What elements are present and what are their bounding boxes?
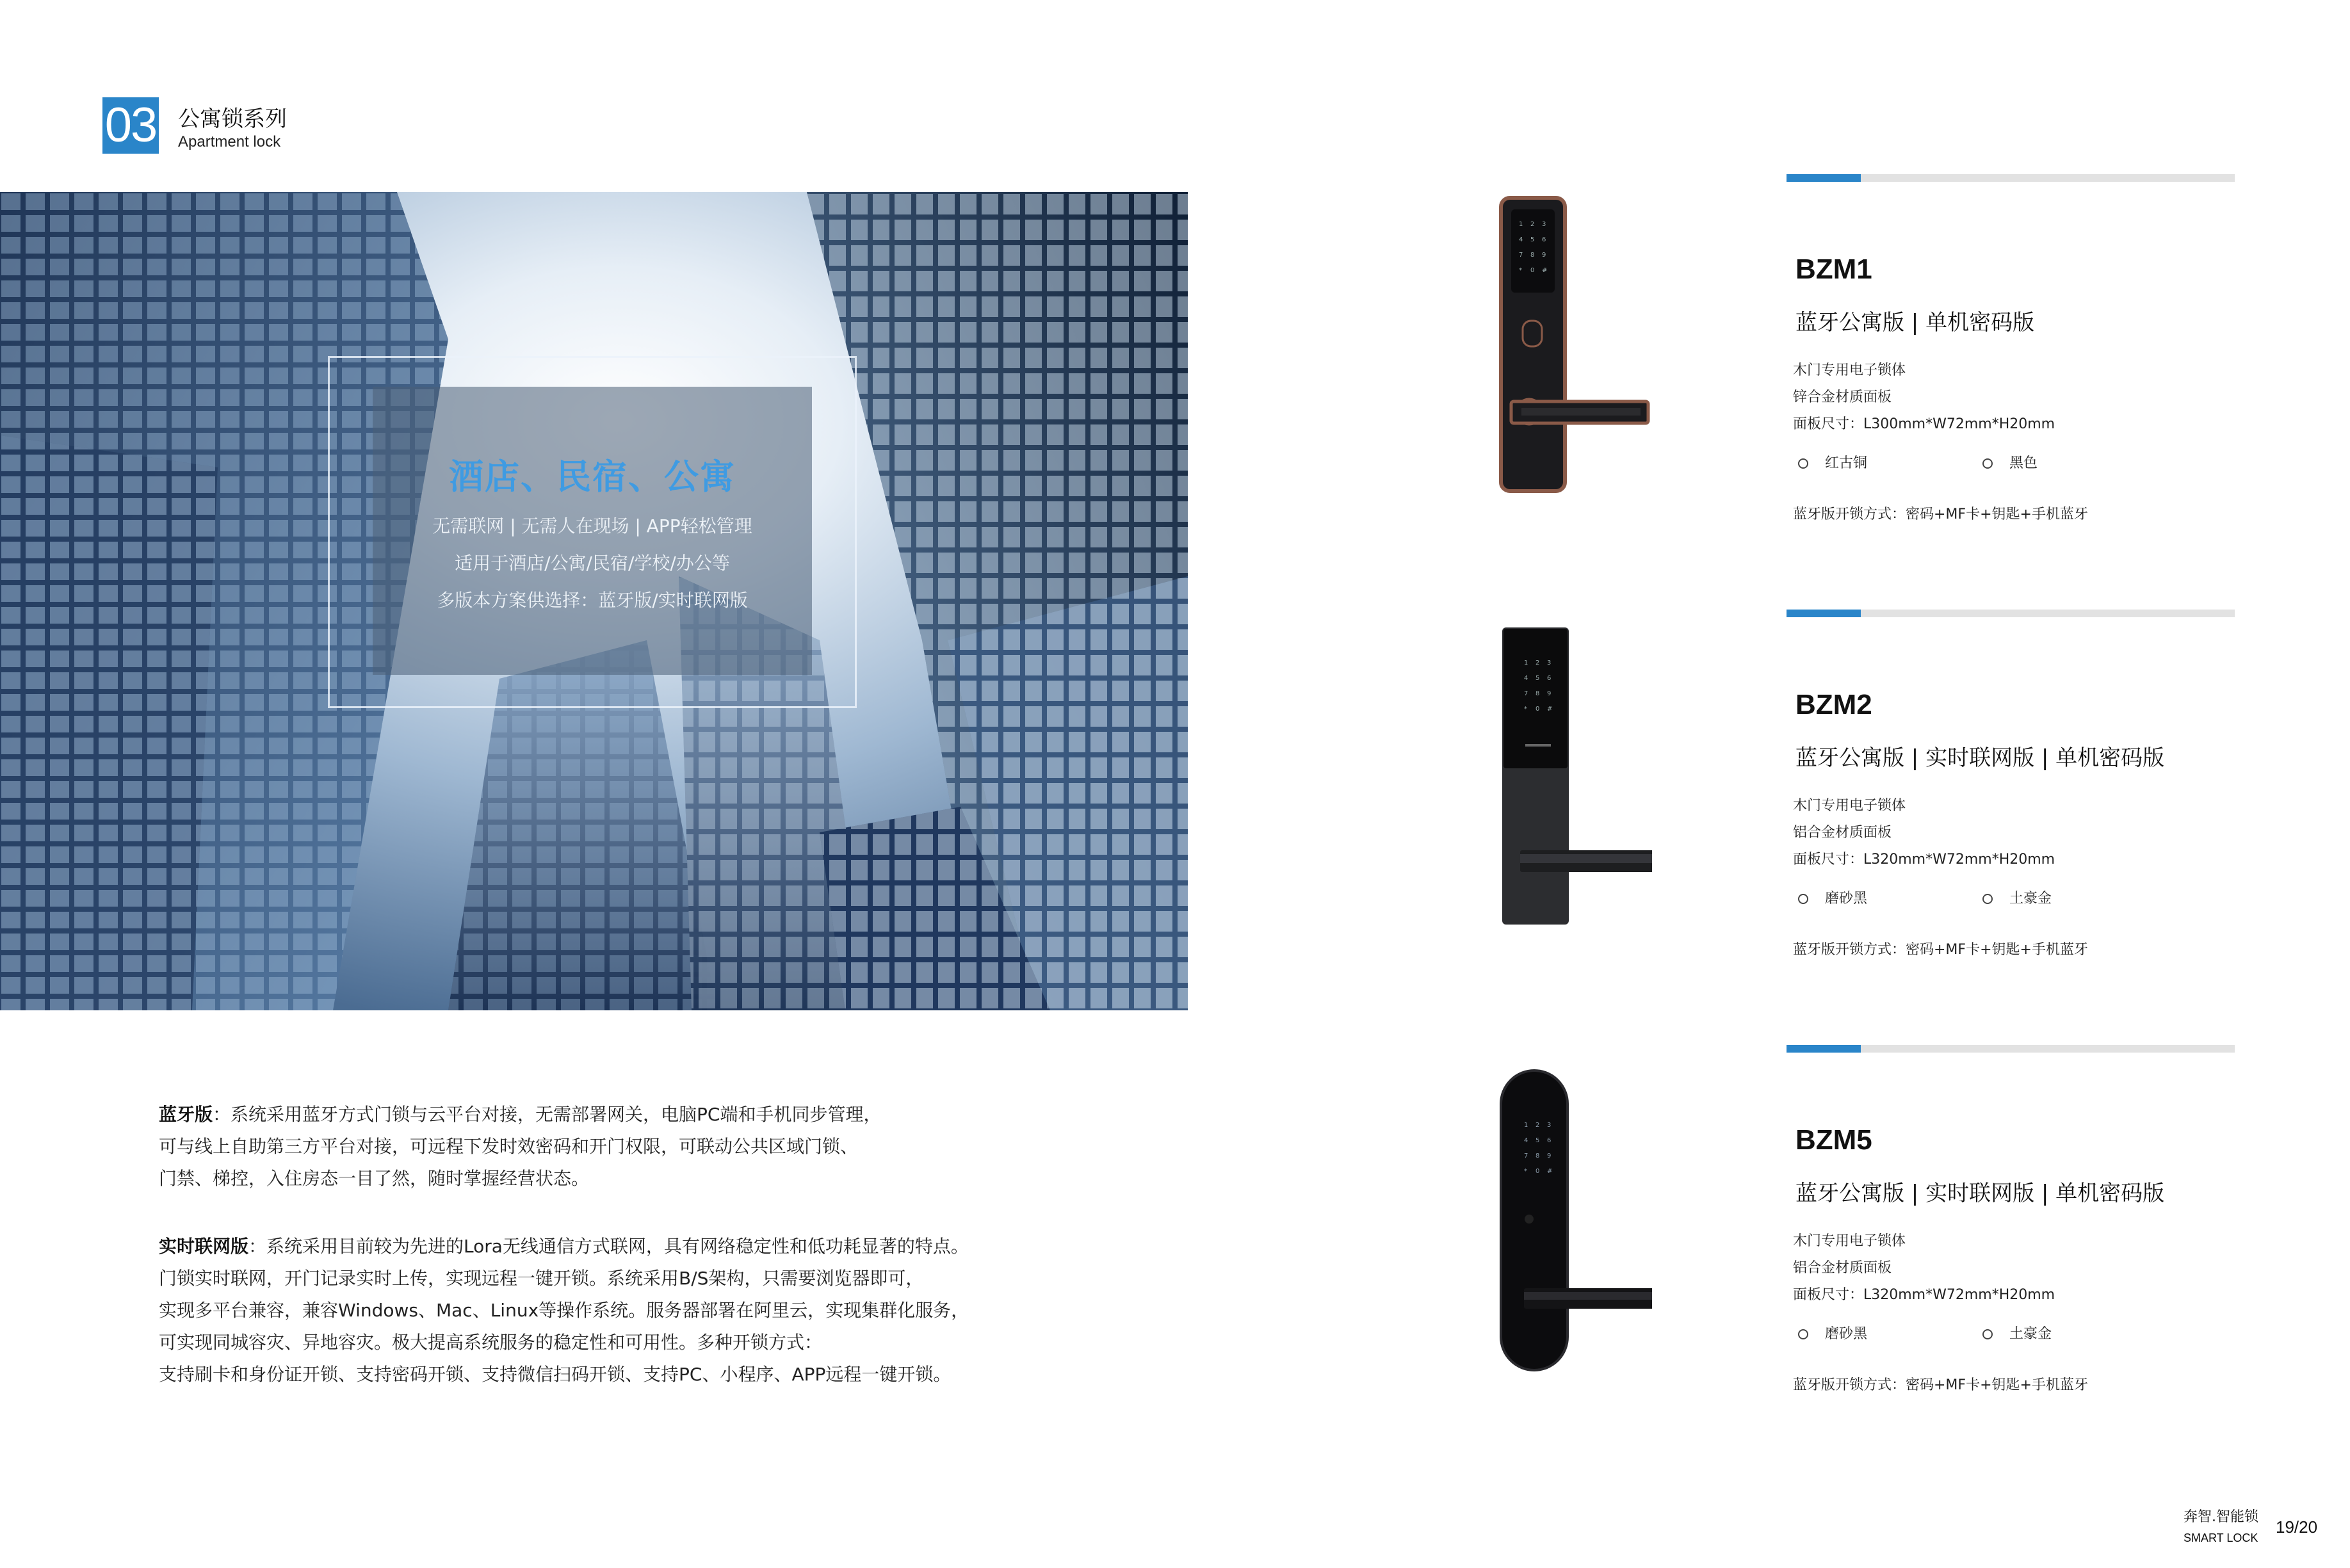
color-option-1 bbox=[1798, 887, 1867, 907]
svg-text:6: 6 bbox=[1547, 1137, 1552, 1144]
color-option-2 bbox=[1982, 887, 2052, 907]
spec-line: 铝合金材质面板 bbox=[1793, 825, 1892, 841]
svg-text:0: 0 bbox=[1536, 706, 1540, 713]
bluetooth-line-2: 可与线上自助第三方平台对接，可远程下发时效密码和开门权限，可联动公共区域门锁、 bbox=[159, 1136, 859, 1157]
svg-text:0: 0 bbox=[1530, 267, 1535, 274]
color-label: 土豪金 bbox=[2009, 1326, 2052, 1342]
svg-text:9: 9 bbox=[1547, 1152, 1552, 1160]
spec-line: 面板尺寸：L300mm*W72mm*H20mm bbox=[1793, 416, 2055, 432]
radio-circle-icon bbox=[1982, 458, 1993, 469]
bluetooth-line-1 bbox=[159, 1099, 991, 1131]
version-bzm5: 蓝牙公寓版 | 实时联网版 | 单机密码版 bbox=[1795, 1181, 2165, 1206]
spec-line: 木门专用电子锁体 bbox=[1793, 798, 1906, 814]
model-bzm1: BZM1 bbox=[1795, 254, 1872, 285]
svg-text:3: 3 bbox=[1547, 1122, 1552, 1129]
brand-tagline: SMART LOCK bbox=[2184, 1532, 2258, 1544]
unlock-methods-bzm5: 蓝牙版开锁方式：密码+MF卡+钥匙+手机蓝牙 bbox=[1793, 1377, 2088, 1393]
svg-text:5: 5 bbox=[1530, 236, 1535, 243]
model-bzm5: BZM5 bbox=[1795, 1124, 1872, 1156]
progress-bar-bzm5 bbox=[1787, 1045, 2235, 1053]
unlock-methods-bzm1: 蓝牙版开锁方式：密码+MF卡+钥匙+手机蓝牙 bbox=[1793, 506, 2088, 522]
svg-text:7: 7 bbox=[1519, 252, 1523, 259]
color-label: 土豪金 bbox=[2009, 891, 2052, 907]
model-bzm2: BZM2 bbox=[1795, 689, 1872, 720]
lock-image-bzm2 bbox=[1498, 626, 1652, 930]
radio-circle-icon bbox=[1798, 894, 1808, 904]
realtime-description bbox=[159, 1231, 991, 1391]
radio-circle-icon bbox=[1798, 1329, 1808, 1339]
radio-circle-icon bbox=[1982, 1329, 1993, 1339]
version-bzm1: 蓝牙公寓版 | 单机密码版 bbox=[1795, 310, 2035, 335]
svg-text:#: # bbox=[1547, 706, 1553, 713]
realtime-line-1 bbox=[159, 1231, 991, 1263]
svg-text:8: 8 bbox=[1530, 252, 1535, 259]
spec-line: 面板尺寸：L320mm*W72mm*H20mm bbox=[1793, 852, 2055, 868]
unlock-methods-bzm2: 蓝牙版开锁方式：密码+MF卡+钥匙+手机蓝牙 bbox=[1793, 942, 2088, 958]
realtime-line-4: 可实现同城容灾、异地容灾。极大提高系统服务的稳定性和可用性。多种开锁方式： bbox=[159, 1332, 823, 1353]
svg-text:6: 6 bbox=[1547, 675, 1552, 682]
hero-line-1: 无需联网 | 无需人在现场 | APP轻松管理 bbox=[432, 515, 752, 537]
spec-line: 铝合金材质面板 bbox=[1793, 1260, 1892, 1276]
section-title: 公寓锁系列 bbox=[178, 106, 287, 132]
radio-circle-icon bbox=[1798, 458, 1808, 469]
svg-text:1: 1 bbox=[1524, 659, 1528, 667]
svg-text:6: 6 bbox=[1542, 236, 1546, 243]
spec-line: 木门专用电子锁体 bbox=[1793, 362, 1906, 378]
bluetooth-description bbox=[159, 1099, 991, 1195]
bluetooth-label: 蓝牙版 bbox=[159, 1104, 213, 1125]
lock-image-bzm5 bbox=[1498, 1068, 1652, 1378]
specs-bzm5 bbox=[1793, 1228, 2055, 1309]
svg-text:1: 1 bbox=[1524, 1122, 1528, 1129]
progress-bar-fill bbox=[1787, 610, 1861, 617]
svg-text:#: # bbox=[1547, 1168, 1553, 1175]
specs-bzm1 bbox=[1793, 357, 2055, 438]
realtime-text-1: ：系统采用目前较为先进的Lora无线通信方式联网，具有网络稳定性和低功耗显著的特点。 bbox=[248, 1236, 969, 1257]
svg-text:0: 0 bbox=[1536, 1168, 1540, 1175]
specs-bzm2 bbox=[1793, 793, 2055, 873]
progress-bar-bzm2 bbox=[1787, 610, 2235, 617]
svg-text:9: 9 bbox=[1547, 690, 1552, 697]
hero-line-3: 多版本方案供选择：蓝牙版/实时联网版 bbox=[437, 590, 748, 611]
svg-text:4: 4 bbox=[1524, 1137, 1528, 1144]
svg-text:2: 2 bbox=[1536, 1122, 1540, 1129]
radio-circle-icon bbox=[1982, 894, 1993, 904]
svg-text:3: 3 bbox=[1542, 221, 1546, 228]
lock-image-bzm1 bbox=[1498, 195, 1652, 499]
svg-text:7: 7 bbox=[1524, 1152, 1528, 1160]
color-label: 磨砂黑 bbox=[1825, 891, 1868, 907]
hero-line-2: 适用于酒店/公寓/民宿/学校/办公等 bbox=[455, 553, 730, 574]
bluetooth-text-1: ：系统采用蓝牙方式门锁与云平台对接，无需部署网关，电脑PC端和手机同步管理， bbox=[213, 1104, 882, 1125]
spec-line: 面板尺寸：L320mm*W72mm*H20mm bbox=[1793, 1287, 2055, 1303]
version-bzm2: 蓝牙公寓版 | 实时联网版 | 单机密码版 bbox=[1795, 745, 2165, 771]
svg-text:*: * bbox=[1519, 267, 1522, 274]
svg-text:*: * bbox=[1524, 1168, 1527, 1175]
realtime-line-5: 支持刷卡和身份证开锁、支持密码开锁、支持微信扫码开锁、支持PC、小程序、APP远程一键开锁。 bbox=[159, 1364, 952, 1385]
color-label: 磨砂黑 bbox=[1825, 1326, 1868, 1342]
svg-text:9: 9 bbox=[1542, 252, 1546, 259]
svg-text:5: 5 bbox=[1536, 1137, 1540, 1144]
progress-bar-fill bbox=[1787, 174, 1861, 182]
progress-bar-bzm1 bbox=[1787, 174, 2235, 182]
spec-line: 木门专用电子锁体 bbox=[1793, 1233, 1906, 1249]
svg-text:*: * bbox=[1524, 706, 1527, 713]
svg-text:2: 2 bbox=[1530, 221, 1535, 228]
page-number: 19/20 bbox=[2276, 1517, 2318, 1537]
color-option-1 bbox=[1798, 1323, 1867, 1343]
color-option-1 bbox=[1798, 452, 1867, 472]
realtime-line-2: 门锁实时联网，开门记录实时上传，实现远程一键开锁。系统采用B/S架构，只需要浏览器即可， bbox=[159, 1268, 924, 1289]
color-label: 红古铜 bbox=[1825, 455, 1868, 471]
color-option-2 bbox=[1982, 1323, 2052, 1343]
svg-text:#: # bbox=[1542, 267, 1548, 274]
svg-text:2: 2 bbox=[1536, 659, 1540, 667]
section-number-badge: 03 bbox=[102, 97, 159, 154]
realtime-label: 实时联网版 bbox=[159, 1236, 249, 1257]
svg-text:5: 5 bbox=[1536, 675, 1540, 682]
color-option-2 bbox=[1982, 452, 2038, 472]
svg-text:4: 4 bbox=[1524, 675, 1528, 682]
spec-line: 锌合金材质面板 bbox=[1793, 389, 1892, 405]
svg-text:3: 3 bbox=[1547, 659, 1552, 667]
progress-bar-fill bbox=[1787, 1045, 1861, 1053]
svg-text:4: 4 bbox=[1519, 236, 1523, 243]
svg-text:7: 7 bbox=[1524, 690, 1528, 697]
section-subtitle: Apartment lock bbox=[178, 133, 281, 150]
realtime-line-3: 实现多平台兼容，兼容Windows、Mac、Linux等操作系统。服务器部署在阿里云，实现集群化服务， bbox=[159, 1300, 969, 1321]
svg-text:1: 1 bbox=[1519, 221, 1523, 228]
bluetooth-line-3: 门禁、梯控，入住房态一目了然，随时掌握经营状态。 bbox=[159, 1168, 590, 1189]
hero-title: 酒店、民宿、公寓 bbox=[449, 457, 736, 497]
svg-text:8: 8 bbox=[1536, 690, 1540, 697]
color-label: 黑色 bbox=[2009, 455, 2038, 471]
svg-text:8: 8 bbox=[1536, 1152, 1540, 1160]
brand-name: 奔智.智能锁 bbox=[2184, 1509, 2258, 1525]
